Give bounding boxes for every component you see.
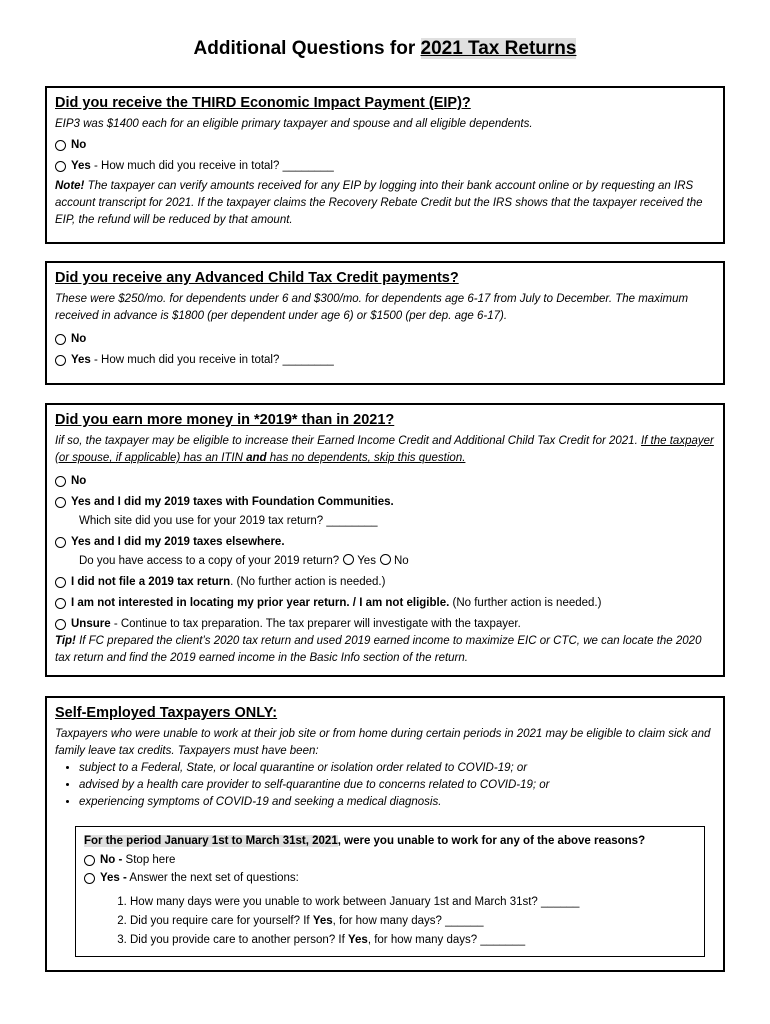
option-label: Yes and I did my 2019 taxes with Foundation Communities. <box>71 496 394 508</box>
desc-underlined-bold: and <box>246 452 267 464</box>
eip-note <box>55 178 715 229</box>
radio-circle-icon[interactable] <box>55 334 66 345</box>
earned-income-description <box>55 433 715 467</box>
note-label: Note! <box>55 180 85 192</box>
self-employed-section <box>45 696 725 972</box>
option-label: Yes and I did my 2019 taxes elsewhere. <box>71 536 285 548</box>
list-item: • experiencing symptoms of COVID-19 and seeking a medical diagnosis. <box>79 794 715 811</box>
option-text: - Continue to tax preparation. The tax preparer will investigate with the taxpayer. <box>110 618 521 630</box>
radio-circle-icon[interactable] <box>380 554 391 565</box>
radio-circle-icon[interactable] <box>55 577 66 588</box>
followup-questions <box>84 893 696 950</box>
q-bold: Yes <box>312 915 333 927</box>
q-bold: Yes <box>348 934 368 946</box>
radio-circle-icon[interactable] <box>55 497 66 508</box>
radio-circle-icon[interactable] <box>343 554 354 565</box>
ei-fc-sub: Which site did you use for your 2019 tax return? ________ <box>79 515 378 527</box>
q-text: , for how many days? ______ <box>332 915 484 927</box>
ctc-section <box>45 261 725 385</box>
eip-description: EIP3 was $1400 each for an eligible primary taxpayer and spouse and all eligible dependents. <box>55 118 533 130</box>
sub-yes-label: Yes <box>357 555 376 567</box>
earned-income-section <box>45 403 725 677</box>
radio-circle-icon[interactable] <box>55 140 66 151</box>
self-employed-heading: Self-Employed Taxpayers ONLY: <box>55 705 278 721</box>
q-text: Did you provide care to another person? If <box>130 934 348 946</box>
option-label: I am not interested in locating my prior year return. / I am not eligible. <box>71 597 450 609</box>
ctc-heading: Did you receive any Advanced Child Tax Credit payments? <box>55 270 459 286</box>
ei-fc-option[interactable] <box>55 494 715 511</box>
ctc-no-option[interactable] <box>55 331 715 348</box>
option-text: . (No further action is needed.) <box>230 576 386 588</box>
list-item <box>130 931 696 950</box>
option-label: No <box>71 475 87 487</box>
ei-notinterested-option[interactable] <box>55 595 715 612</box>
period-question <box>84 833 696 850</box>
sub-no-label: No <box>393 555 409 567</box>
desc-text: Iif so, the taxpayer may be eligible to increase their Earned Income Credit and Additional Child Tax Credit for 2021. <box>55 435 641 447</box>
option-text: (No further action is needed.) <box>449 597 602 609</box>
ei-tip <box>55 633 715 667</box>
ctc-description: These were $250/mo. for dependents under 6 and $300/mo. for dependents age 6-17 from July to December. The maximum received in advance is $1800 (per dependent under age 6) or $1500 (per dep. age 6-17). <box>55 293 689 322</box>
radio-circle-icon[interactable] <box>84 855 95 866</box>
list-item <box>130 912 696 931</box>
desc-underlined: If the taxpayer (or spouse, if applicable) has an ITIN <box>55 435 714 464</box>
tip-label: Tip! <box>55 635 76 647</box>
ei-else-option[interactable] <box>55 534 715 551</box>
list-item: 1. How many days were you unable to work between January 1st and March 31st? ______ <box>130 893 696 912</box>
radio-circle-icon[interactable] <box>55 476 66 487</box>
tip-text: If FC prepared the client’s 2020 tax return and used 2019 earned income to maximize EIC or CTC, we can locate the 2020 tax return and find the 2019 earned income in the Basic Info section of the return. <box>55 635 702 664</box>
desc-underlined: has no dependents, skip this question. <box>266 452 466 464</box>
note-text: The taxpayer can verify amounts received for any EIP by logging into their bank account online or by requesting an IRS account transcript for 2021. If the taxpayer claims the Recovery Rebate Credit but the IRS shows that the taxpayer received the EIP, the refund will be reduced by that amount. <box>55 180 703 226</box>
period-yes-option[interactable] <box>84 870 696 887</box>
question-text: , were you unable to work for any of the above reasons? <box>337 835 646 847</box>
option-label: Yes <box>71 160 91 172</box>
page-title <box>0 38 770 60</box>
eip-heading: Did you receive the THIRD Economic Impact Payment (EIP)? <box>55 95 471 111</box>
list-item: • subject to a Federal, State, or local quarantine or isolation order related to COVID-19; or <box>79 760 715 777</box>
eip-yes-option[interactable] <box>55 158 715 175</box>
ctc-yes-option[interactable] <box>55 352 715 369</box>
radio-circle-icon[interactable] <box>55 598 66 609</box>
period-question-box <box>75 826 705 957</box>
list-item: • advised by a health care provider to self-quarantine due to concerns related to COVID-19; or <box>79 777 715 794</box>
option-label: Unsure <box>71 618 111 630</box>
ei-else-sub <box>79 553 715 570</box>
ei-no-option[interactable] <box>55 473 715 490</box>
option-label: Yes <box>71 354 91 366</box>
period-no-option[interactable] <box>84 852 696 869</box>
criteria-list <box>55 760 715 811</box>
option-label: No <box>71 139 87 151</box>
eip-section <box>45 86 725 244</box>
eip-no-option[interactable] <box>55 137 715 154</box>
radio-circle-icon[interactable] <box>55 619 66 630</box>
q-text: Did you require care for yourself? If <box>130 915 313 927</box>
radio-circle-icon[interactable] <box>55 355 66 366</box>
question-highlight: For the period January 1st to March 31st, 2021 <box>84 835 338 847</box>
option-text: - How much did you receive in total? ________ <box>90 160 334 172</box>
ei-unsure-option[interactable] <box>55 616 715 633</box>
radio-circle-icon[interactable] <box>55 161 66 172</box>
option-label: Yes - <box>100 872 127 884</box>
radio-circle-icon[interactable] <box>84 873 95 884</box>
q-text: , for how many days? _______ <box>367 934 526 946</box>
radio-circle-icon[interactable] <box>55 537 66 548</box>
self-employed-description: Taxpayers who were unable to work at their job site or from home during certain periods in 2021 may be eligible to claim sick and family leave tax credits. Taxpayers must have been: <box>55 728 711 757</box>
option-label: I did not file a 2019 tax return <box>71 576 231 588</box>
option-text: Stop here <box>122 854 176 866</box>
earned-income-heading: Did you earn more money in *2019* than in 2021? <box>55 412 395 428</box>
ei-nofile-option[interactable] <box>55 574 715 591</box>
title-highlight: 2021 Tax Returns <box>420 38 577 59</box>
title-prefix: Additional Questions for <box>193 38 421 59</box>
option-label: No <box>71 333 87 345</box>
option-label: No - <box>100 854 123 866</box>
option-text: - How much did you receive in total? ________ <box>90 354 334 366</box>
sub-question: Do you have access to a copy of your 2019 return? <box>79 555 340 567</box>
option-text: Answer the next set of questions: <box>126 872 299 884</box>
